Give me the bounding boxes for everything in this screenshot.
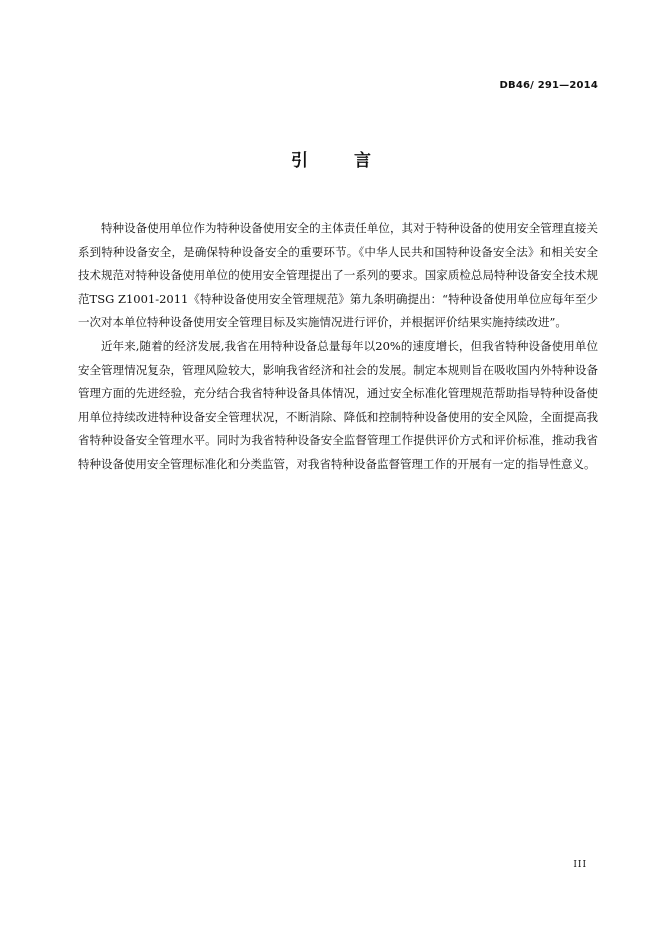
section-title: 引 言 xyxy=(291,151,391,171)
paragraph-1: 特种设备使用单位作为特种设备使用安全的主体责任单位，其对于特种设备的使用安全管理直接关系到特种设备安全，是确保特种设备安全的重要环节。《中华人民共和国特种设备安全法》和相关安全技术规范对特种设备使用单位的使用安全管理提出了一系列的要求。国家质检总局特种设备安全技术规范TSG Z1001-2011《特种设备使用安全管理规范》第九条明确提出：“特种设备使用单位应每年至少一次对本单位特种设备使用安全管理目标及实施情况进行评价，并根据评价结果实施持续改进”。 xyxy=(78,221,598,330)
paragraph-2: 近年来,随着的经济发展,我省在用特种设备总量每年以20%的速度增长，但我省特种设备使用单位安全管理情况复杂，管理风险较大，影响我省经济和社会的发展。制定本规则旨在吸收国内外特种设备管理方面的先进经验，充分结合我省特种设备具体情况，通过安全标准化管理规范帮助指导特种设备使用单位持续改进特种设备安全管理状况，不断消除、降低和控制特种设备使用的安全风险，全面提高我省特种设备安全管理水平。同时为我省特种设备安全监督管理工作提供评价方式和评价标准，推动我省特种设备使用安全管理标准化和分类监管，对我省特种设备监督管理工作的开展有一定的指导性意义。 xyxy=(78,338,598,471)
document-code: DB46/ 291—2014 xyxy=(499,80,598,91)
body-text xyxy=(78,217,598,477)
page-number: III xyxy=(573,860,587,870)
